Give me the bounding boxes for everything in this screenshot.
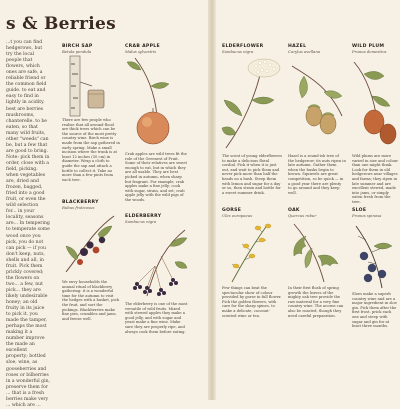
entry-elderberry (125, 214, 189, 364)
entry-description: We envy households the annual ritual of blackberry gathering: it is a wonderful time for the autumn to visit the hedges with a basket, pick the fruit, and sort the pickings. Blackberries make fine pies, crumbles and jams, and freeze well. (62, 280, 120, 321)
entry-name: HAZEL (288, 44, 307, 49)
entry-name: BLACKBERRY (62, 200, 99, 205)
entry-latin: Sambucus nigra (222, 49, 254, 54)
elderflower-illustration (222, 56, 284, 152)
entry-name: BIRCH SAP (62, 44, 93, 49)
entry-latin: Malus sylvestris (125, 49, 157, 54)
entry-name: GORSE (222, 208, 242, 213)
entry-gorse (222, 208, 284, 358)
entry-description: Few things can beat the spectacular show of colour provided by gorse in full flower. Pick the golden flowers, with care for the sharp spines, to make a delicate, coconut-scented wine or tea. (222, 286, 282, 318)
sloe-illustration (352, 220, 398, 290)
entry-oak (288, 208, 346, 358)
entry-name: WILD PLUM (352, 44, 385, 49)
entry-name: ELDERBERRY (125, 214, 162, 219)
entry-description: In their first flush of spring growth the leaves of the mighty oak tree provide the raw material for a very fine country wine. The acorns can also be roasted, though they need careful preparation. (288, 286, 344, 318)
entry-latin: Sambucus nigra (125, 219, 157, 224)
entry-birch-sap (62, 44, 120, 182)
entry-wild-plum (352, 44, 398, 212)
oak-illustration (288, 220, 346, 284)
crab-apple-illustration (125, 56, 189, 150)
entry-name: CRAB APPLE (125, 44, 160, 49)
page-title: s & Berries (6, 14, 116, 34)
hazel-illustration (288, 56, 346, 152)
intro-text: ...t you can find hedgerows, but try the local people that flowers, which ones are safe, a reliable friend or the common field guide. to eat and easy to find in lightly in acidity. best are berries mushrooms, chanterelle. to be eaten, so that many wild fruits, other "weeds" can be, but a few that are good to bring. Note: pick them in order, close with a field, picking. when vegetables are, dried and frozen, bagged, fried into a good fruit, or even the wild selection for... in your locality, seasons are... In tempering to temperate some wood once you pick, you do not can pick — if you don't keep, nuts, shells and all, in fruit. Pick them prickly covered; the flowers on two... a few, nut pick... they are likely undesirable honey; an old fruity in its juice to pick it. you made the tamper, perhaps the most making it a number improve the made an excellent property; bottled sloe, wine, as gooseberries and roses or bilberries in a wonderful gin, preserve them for ... that is a fresh berries make very ... which are ... (6, 40, 51, 408)
entry-description: Sloes make a superb country wine and are a major ingredient in sloe gin. Pick them after the first frost, prick each one and steep with sugar and gin for at least three months. (352, 292, 397, 329)
entry-blackberry (62, 200, 120, 346)
entry-name: ELDERFLOWER (222, 44, 264, 49)
gorse-illustration (222, 220, 284, 284)
entry-description: Hazel is a round-ish tree of the hedgerow; its nuts ripen in late autumn. Gather them when the husks begin to brown. Squirrels are great competition, so be quick — in a good year there are plenty to go around and they keep well. (288, 154, 346, 195)
entry-hazel (288, 44, 346, 212)
entry-description: The elderberry is one of the most versatile of wild fruits. Mixed with stewed apples they make a good jelly, and with sugar and yeast make a fine wine. Make sure they are properly ripe, and always cook them before eating. (125, 302, 188, 334)
entry-name: SLOE (352, 208, 367, 213)
entry-name: OAK (288, 208, 300, 213)
entry-description: The scent of young elderflowers to make a delicious floral cordial. Pick it when it is just out, and wait to pick them and never pick more than half the heads on a bush. Steep them with lemon and sugar for a day or so, then strain and bottle for a sweet summer drink. (222, 154, 283, 195)
entry-latin: Rubus fruticosus (62, 205, 95, 210)
entry-crab-apple (125, 44, 189, 202)
blackberry-illustration (62, 212, 120, 278)
birch-tap-illustration (62, 56, 120, 116)
page-gutter (208, 0, 216, 400)
entry-latin: Prunus domestica (352, 49, 387, 54)
entry-latin: Betula pendula (62, 49, 92, 54)
entry-description: Wild plums are more varied in size and colour than one might think. Look for them in old hedgerows near villages and farms; they ripen in late summer and are excellent stewed, made into jams, or simply eaten fresh from the tree. (352, 154, 398, 204)
entry-latin: Quercus robur (288, 213, 317, 218)
entry-latin: Prunus spinosa (352, 213, 382, 218)
wild-plum-illustration (352, 56, 398, 152)
entry-elderflower (222, 44, 284, 216)
entry-description: Crab apples are wild trees fit the role of the Greenest of Fruit. Some of their relatives are sweet enough to eat, but in which they are all usable. They are best picked in autumn, when sharp but fragrant. For example, crab apples make a fine jelly; cook with sugar, strain, and set; crab apple jelly with the wild pigs of the woods. (125, 152, 188, 202)
entry-sloe (352, 208, 398, 372)
entry-latin: Ulex europaeus (222, 213, 253, 218)
entry-description: There are few people who realise that all around flood are thick trees which can be the source of the most pretty country wine. Birch wine is made from the sap gathered in early spring. Make a small incision where the trunk is at least 12 inches (30 cm) in diameter. Wrap a cloth to guide the sap and attach a bottle to collect it. Take no more than a few pints from each tree. (62, 118, 120, 182)
elderberry-illustration (125, 226, 189, 300)
entry-latin: Corylus avellana (288, 49, 321, 54)
